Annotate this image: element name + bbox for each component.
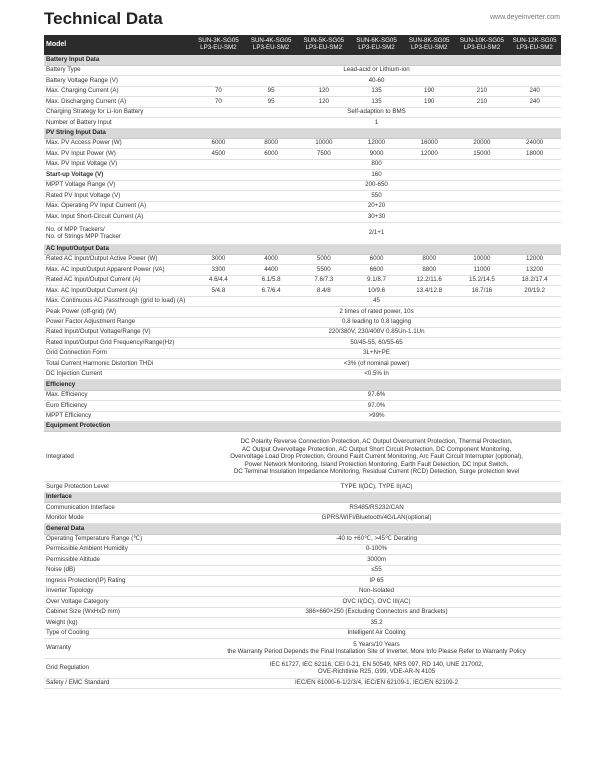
spec-row [44,191,561,201]
spec-row [44,76,561,86]
spec-value-span: 50/45-55, 60/55-65 [192,338,561,348]
spec-value-span: 550 [192,191,561,201]
spec-label: Max. Discharging Current (A) [44,97,192,107]
spec-value: 7500 [297,149,350,159]
spec-row [44,432,561,482]
spec-value-span: IEC 61727, IEC 62116, CEI 0-21, EN 50549, NRS 097, RD 140, UNE 217002, OVE-Richtlinie R25, G99, VDE-AR-N 4105 [192,658,561,678]
spec-label: Max. AC Input/Output Current (A) [44,286,192,296]
spec-row [44,597,561,607]
spec-value: 7.6/7.3 [297,275,350,285]
spec-label: Rated AC Input/Output Active Power (W) [44,254,192,264]
spec-label: Total Current Harmonic Distortion THDi [44,359,192,369]
spec-row [44,411,561,421]
spec-row [44,118,561,128]
spec-value: 240 [508,86,561,96]
spec-row [44,328,561,338]
model-name [456,35,509,55]
spec-row [44,618,561,628]
spec-row [44,628,561,638]
spec-value: 12000 [350,139,403,149]
spec-label: Operating Temperature Range (℃) [44,534,192,544]
spec-value-span: 800 [192,159,561,169]
model-name-line: LP3-EU-SM2 [305,43,343,51]
spec-row [44,359,561,369]
model-name-line: LP3-EU-SM2 [358,43,395,51]
spec-label: Max. PV Input Power (W) [44,149,192,159]
spec-value: 95 [245,86,298,96]
spec-value: 24000 [508,139,561,149]
spec-label: Grid Regulation [44,658,192,678]
spec-value: 135 [350,86,403,96]
model-name [508,35,561,55]
spec-value-span: -40 to +60℃, >45℃ Derating [192,534,561,544]
spec-label: Power Factor Adjustment Range [44,317,192,327]
spec-value: 120 [297,86,350,96]
spec-row [44,555,561,565]
spec-value-span: 386×660×250 (Excluding Connectors and Brackets) [192,607,561,617]
model-label: Model [44,35,192,55]
spec-label: Surge Protection Level [44,482,192,492]
model-name-line: LP3-EU-SM2 [252,43,290,51]
spec-value: 6000 [192,139,245,149]
model-name-line: SUN-8K-SG05 [408,36,450,44]
spec-value-span: 30+30 [192,212,561,222]
section-header-row [44,492,561,502]
spec-row [44,586,561,596]
spec-value: 16000 [403,139,456,149]
spec-row [44,286,561,296]
spec-label: DC Injection Current [44,369,192,379]
spec-value: 18000 [508,149,561,159]
spec-value-span: Intelligent Air Cooling [192,628,561,638]
spec-value: 4500 [192,149,245,159]
spec-value: 8800 [403,265,456,275]
spec-row [44,275,561,285]
spec-label: Max. Continuous AC Passthrough (grid to load) (A) [44,296,192,306]
spec-value: 190 [403,86,456,96]
section-title: Battery Input Data [44,55,561,65]
spec-value: 5/4.8 [192,286,245,296]
spec-row [44,369,561,379]
spec-value: 12000 [403,149,456,159]
spec-label: Number of Battery Input [44,118,192,128]
spec-value: 120 [297,97,350,107]
spec-row [44,317,561,327]
spec-label: Ingress Protection(IP) Rating [44,576,192,586]
spec-label: Charging Strategy for Li-Ion Battery [44,107,192,117]
model-name-line: LP3-EU-SM2 [200,43,237,51]
technical-data-table-wrapper [44,35,561,689]
spec-row [44,97,561,107]
spec-row [44,307,561,317]
model-name-line: SUN-6K-SG05 [356,36,397,44]
spec-value: 135 [350,97,403,107]
spec-value-span: 2 times of rated power, 10s [192,307,561,317]
spec-row [44,678,561,688]
spec-row [44,107,561,117]
spec-label: Max. PV Input Voltage (V) [44,159,192,169]
spec-label: Permissible Altitude [44,555,192,565]
spec-row [44,658,561,678]
spec-value: 10000 [297,139,350,149]
spec-label: Permissible Ambient Humidity [44,545,192,555]
spec-label: Type of Cooling [44,628,192,638]
spec-value-span: 2/1+1 [192,222,561,244]
spec-value: 210 [456,86,509,96]
spec-label: Max. PV Access Power (W) [44,139,192,149]
spec-value-span: <3% (of nominal power) [192,359,561,369]
spec-value: 16.7/16 [456,286,509,296]
page-header [44,8,560,32]
spec-value: 4400 [245,265,298,275]
spec-value-span: 3L+N+PE [192,348,561,358]
spec-row [44,65,561,75]
spec-row [44,201,561,211]
spec-value: 210 [456,97,509,107]
spec-row [44,170,561,180]
spec-row [44,296,561,306]
model-name-line: SUN-12K-SG05 [512,36,557,44]
spec-label: Max. Input Short-Circuit Current (A) [44,212,192,222]
spec-row [44,513,561,523]
model-name-line: LP3-EU-SM2 [410,43,448,51]
section-title: Interface [44,492,561,502]
model-name-line: SUN-5K-SG05 [303,36,345,44]
spec-row [44,534,561,544]
spec-label: Noise (dB) [44,565,192,575]
spec-value-span: TYPE II(DC), TYPE II(AC) [192,482,561,492]
spec-row [44,565,561,575]
model-name [297,35,350,55]
spec-value-span: 40-60 [192,76,561,86]
spec-value: 5000 [297,254,350,264]
spec-row [44,482,561,492]
spec-label: Cabinet Size (WxHxD mm) [44,607,192,617]
spec-label: Rated Input/Output Grid Frequency/Range(Hz) [44,338,192,348]
spec-value-span: 97.6% [192,390,561,400]
spec-label: Monitor Mode [44,513,192,523]
spec-label: MPPT Voltage Range (V) [44,180,192,190]
section-title: PV String Input Data [44,128,561,138]
spec-label: Max. Operating PV Input Current (A) [44,201,192,211]
spec-label: Grid Connection Form [44,348,192,358]
section-header-row [44,128,561,138]
spec-value: 6.7/6.4 [245,286,298,296]
spec-value-span: <0.5% In [192,369,561,379]
spec-row [44,607,561,617]
spec-label: Integrated [44,432,192,482]
spec-label: Inverter Topology [44,586,192,596]
spec-row [44,576,561,586]
spec-label: Rated Input/Output Voltage/Range (V) [44,328,192,338]
spec-value-span: ≤55 [192,565,561,575]
model-name [192,35,245,55]
spec-value: 4.6/4.4 [192,275,245,285]
spec-value-span: IP 65 [192,576,561,586]
spec-value: 3300 [192,265,245,275]
spec-value-span: RS485/RS232/CAN [192,503,561,513]
spec-value-span: Non-Isolated [192,586,561,596]
spec-rows [44,55,561,689]
model-name-line: SUN-3K-SG05 [198,36,239,44]
model-name [350,35,403,55]
spec-value-span: 220/380V, 230/400V 0.85Un-1.1Un [192,328,561,338]
spec-label: Peak Power (off-grid) (W) [44,307,192,317]
model-name-line: LP3-EU-SM2 [516,43,553,51]
spec-value-span: 5 Years/10 Years the Warranty Period Depends the Final Installation Site of Inverter, More Info Please Refer to Warranty Policy [192,638,561,658]
section-title: Efficiency [44,380,561,390]
spec-value-span: GPRS/WIFI/Bluetooth/4G/LAN(optional) [192,513,561,523]
spec-value: 190 [403,97,456,107]
spec-value-span: 160 [192,170,561,180]
spec-value-span: 3000m [192,555,561,565]
model-name-line: SUN-4K-SG05 [250,36,292,44]
spec-value: 8.4/8 [297,286,350,296]
spec-label: Start-up Voltage (V) [44,170,192,180]
spec-row [44,338,561,348]
spec-value: 10/9.6 [350,286,403,296]
section-header-row [44,421,561,431]
section-header-row [44,55,561,65]
section-title: AC Input/Output Data [44,244,561,254]
spec-label: Max. AC Input/Output Apparent Power (VA) [44,265,192,275]
spec-value-span: 200-650 [192,180,561,190]
spec-label: Weight (kg) [44,618,192,628]
spec-value-span: 20+20 [192,201,561,211]
spec-label: Rated AC Input/Output Current (A) [44,275,192,285]
model-name [403,35,456,55]
spec-value: 10000 [456,254,509,264]
section-header-row [44,524,561,534]
spec-value-span: 0.8 leading to 0.8 lagging [192,317,561,327]
spec-value-span: 35.2 [192,618,561,628]
spec-value: 3000 [192,254,245,264]
spec-value: 15000 [456,149,509,159]
spec-row [44,348,561,358]
spec-row [44,503,561,513]
spec-label: Battery Type [44,65,192,75]
spec-value: 6600 [350,265,403,275]
spec-value: 15.2/14.5 [456,275,509,285]
spec-value-span: >99% [192,411,561,421]
spec-value: 6.1/5.8 [245,275,298,285]
spec-row [44,149,561,159]
section-header-row [44,380,561,390]
spec-row [44,254,561,264]
spec-value: 5500 [297,265,350,275]
spec-value-span: 97.0% [192,401,561,411]
model-name [245,35,298,55]
spec-value: 70 [192,97,245,107]
spec-label: Over Voltage Category [44,597,192,607]
spec-value: 20000 [456,139,509,149]
spec-label: Warranty [44,638,192,658]
spec-label: Communication Interface [44,503,192,513]
spec-row [44,139,561,149]
section-header-row [44,244,561,254]
spec-value: 8000 [245,139,298,149]
model-header-row [44,35,561,55]
model-name-line: SUN-10K-SG05 [459,36,504,44]
spec-value: 13200 [508,265,561,275]
spec-row [44,222,561,244]
spec-row [44,180,561,190]
spec-value-span: DC Polarity Reverse Connection Protection, AC Output Overcurrent Protection, Thermal Protection, AC Output Overvoltage Protection, AC Output Short Circuit Protection, DC Component Monitoring, Overvoltage Load Drop Protection, Ground Fault Current Monitoring, Arc Fault Circuit Interrupter (optional), Power Network Monitoring, Island Protection Monitoring, Earth Fault Detection, DC Input Switch, DC Terminal Insulation Impedance Monitoring, Residual Current (RCD) Detection, Surge protection level [192,432,561,482]
spec-value: 240 [508,97,561,107]
spec-value: 6000 [245,149,298,159]
website-url: www.deyeinverter.com [489,14,560,21]
spec-value: 11000 [456,265,509,275]
spec-value: 12.2/11.6 [403,275,456,285]
spec-row [44,86,561,96]
spec-row [44,212,561,222]
spec-value: 6000 [350,254,403,264]
spec-value-span: OVC II(DC), OVC III(AC) [192,597,561,607]
spec-label: No. of MPP Trackers/ No. of Strings MPP Tracker [44,222,192,244]
spec-value: 12000 [508,254,561,264]
spec-value-span: 0-100% [192,545,561,555]
spec-label: Max. Efficiency [44,390,192,400]
spec-row [44,159,561,169]
model-name-line: LP3-EU-SM2 [463,43,501,51]
spec-value: 8000 [403,254,456,264]
spec-row [44,265,561,275]
spec-value: 70 [192,86,245,96]
spec-value: 20/19.2 [508,286,561,296]
spec-label: Euro Efficiency [44,401,192,411]
spec-value-span: 1 [192,118,561,128]
spec-row [44,390,561,400]
spec-label: Battery Voltage Range (V) [44,76,192,86]
spec-value: 13.4/12.8 [403,286,456,296]
spec-label: Rated PV Input Voltage (V) [44,191,192,201]
technical-data-table [44,35,561,689]
spec-value-span: Self-adaption to BMS [192,107,561,117]
spec-value-span: 45 [192,296,561,306]
page-title: Technical Data [44,9,163,28]
spec-row [44,401,561,411]
section-title: Equipment Protection [44,421,561,431]
spec-value: 4000 [245,254,298,264]
spec-label: Safety / EMC Standard [44,678,192,688]
spec-value: 95 [245,97,298,107]
spec-row [44,545,561,555]
spec-row [44,638,561,658]
spec-label: Max. Charging Current (A) [44,86,192,96]
spec-value: 18.2/17.4 [508,275,561,285]
spec-label: MPPT Efficiency [44,411,192,421]
spec-value-span: Lead-acid or Lithium-ion [192,65,561,75]
spec-value: 9.1/8.7 [350,275,403,285]
spec-value: 9000 [350,149,403,159]
spec-value-span: IEC/EN 61000-6-1/2/3/4, IEC/EN 62109-1, IEC/EN 62109-2 [192,678,561,688]
section-title: General Data [44,524,561,534]
